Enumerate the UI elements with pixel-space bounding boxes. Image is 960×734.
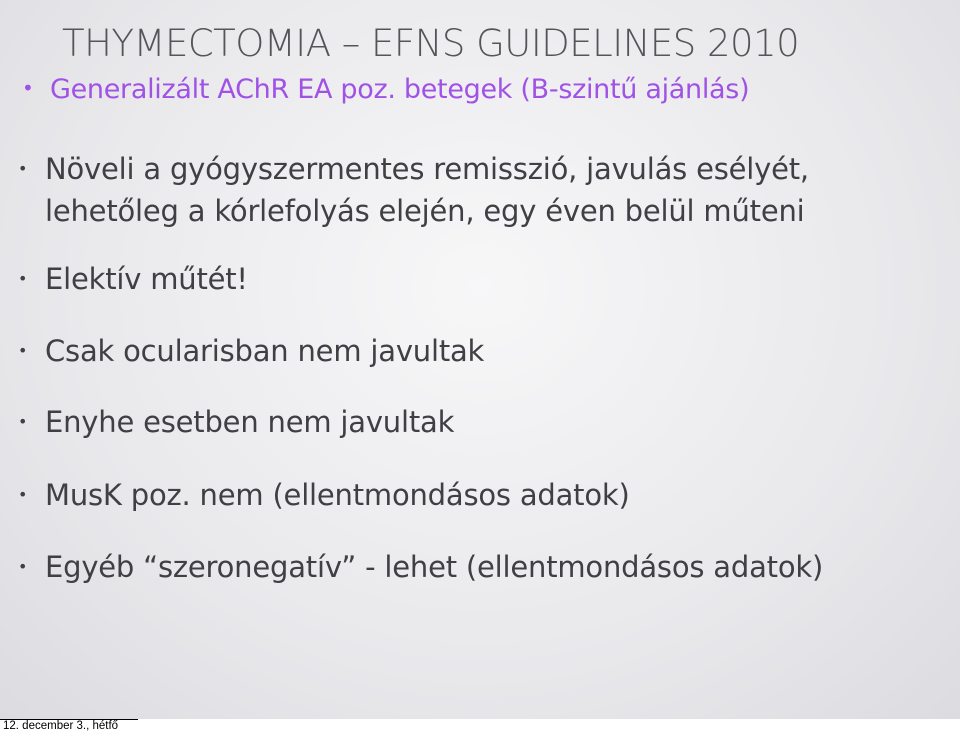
bullet-text: Egyéb “szeronegatív” - lehet (ellentmondásos adatok) [45, 550, 824, 584]
slide-title: THYMECTOMIA – EFNS GUIDELINES 2010 [62, 22, 800, 65]
footer [0, 719, 960, 734]
bullet-dot-icon: • [18, 557, 28, 576]
bullet-dot-icon: • [18, 269, 28, 288]
bullet-dot-icon: • [18, 341, 28, 360]
bullet-item [18, 546, 845, 589]
bullet-text: Elektív műtét! [45, 262, 248, 296]
bullet-item [18, 148, 845, 232]
subtitle-text: Generalizált AChR EA poz. betegek (B-szintű ajánlás) [50, 74, 750, 105]
bullet-text: MusK poz. nem (ellentmondásos adatok) [45, 478, 630, 512]
bullet-text: Növeli a gyógyszermentes remisszió, javulás esélyét, lehetőleg a kórlefolyás elején, egy éven belül műteni [45, 152, 809, 228]
bullet-item [18, 330, 845, 373]
bullet-item [18, 401, 845, 444]
bullet-dot-icon: • [18, 485, 28, 504]
bullet-item [18, 258, 845, 301]
bullet-dot-icon: • [18, 159, 28, 178]
bullet-text: Enyhe esetben nem javultak [45, 405, 455, 439]
slide-subtitle [22, 74, 749, 105]
subtitle-bullet-icon: • [22, 76, 34, 100]
bullet-text: Csak ocularisban nem javultak [45, 334, 485, 368]
bullet-dot-icon: • [18, 412, 28, 431]
bullet-item [18, 474, 845, 517]
footer-date-label: 12. december 3., hétfő [3, 720, 119, 732]
